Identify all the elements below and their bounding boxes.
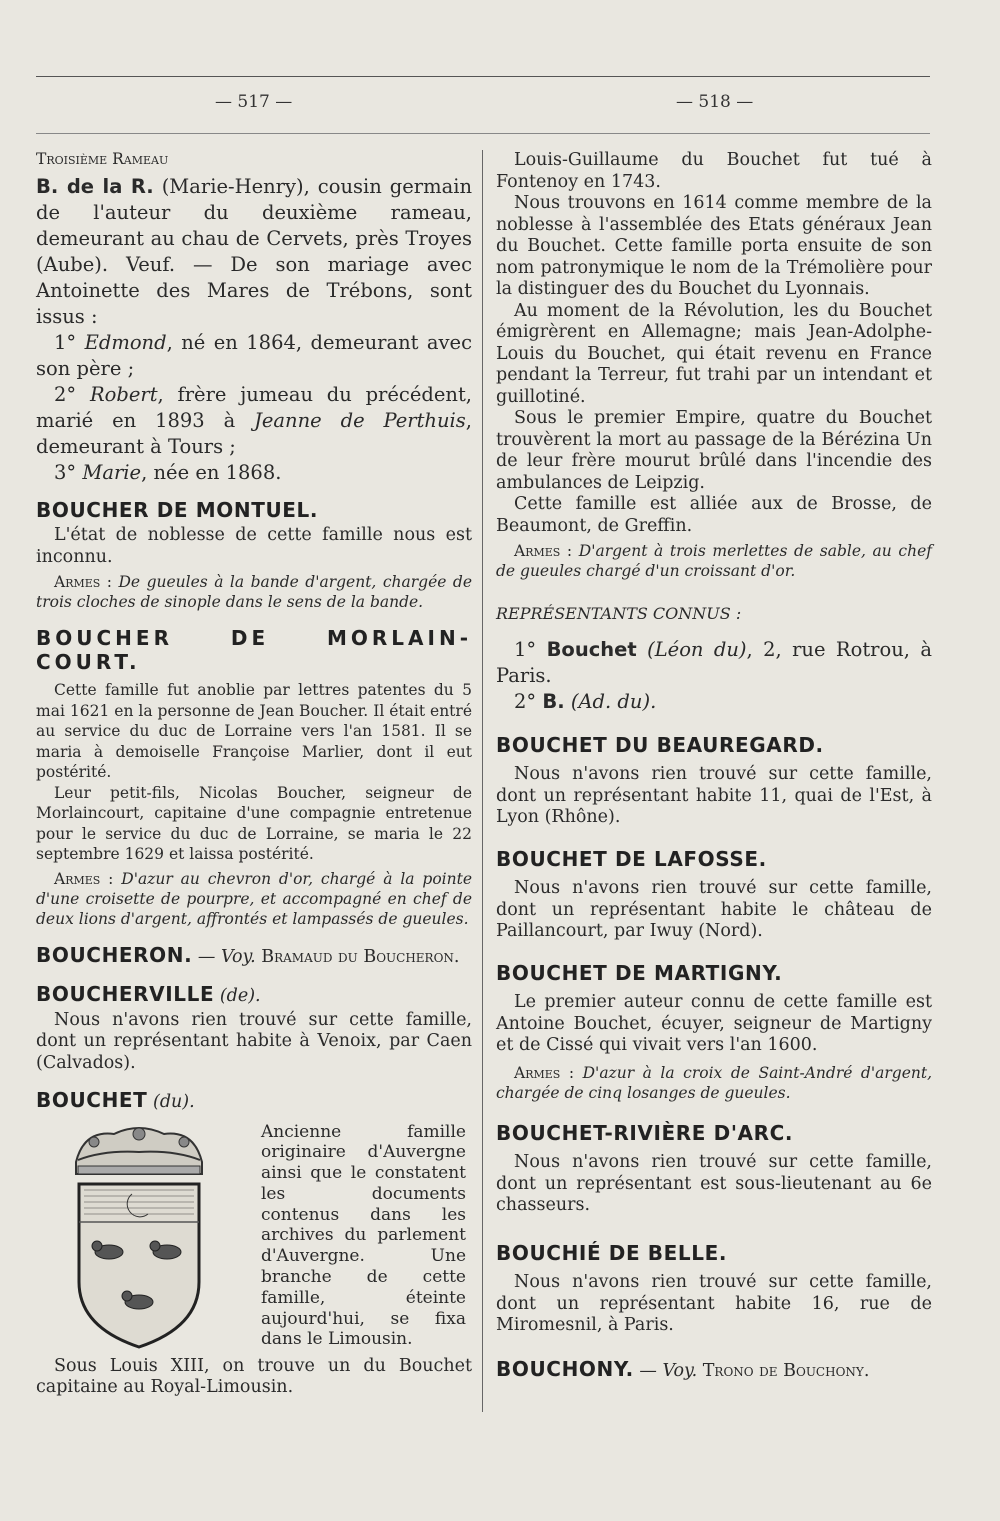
bouchet-text: Ancienne famille originaire d'Auvergne ainsi que le constatent les documents contenus dans les archives du parlement d'Auvergne. Une branche de cette famille, éteinte aujourd'hui, se fixa dans le Limousin.	[261, 1121, 466, 1350]
entry-belle-head: BOUCHIÉ DE BELLE.	[496, 1240, 728, 1265]
bouchet-block	[36, 1122, 472, 1354]
bouchet-du: (du).	[153, 1092, 195, 1112]
entry-bouchony	[496, 1356, 932, 1383]
rep-1-addr: , 2, rue Rotrou, à Paris.	[496, 637, 932, 687]
morlaincourt-arms-text: D'azur au chevron d'or, chargé à la pointe d'une croisette de pourpre, et accompagné en chef de deux lions d'argent, affrontés et lampassés de gueules.	[36, 869, 472, 928]
entry-boucherville-head: BOUCHERVILLE	[36, 982, 215, 1006]
rep-2-given: (Ad. du).	[570, 689, 657, 713]
entry-beauregard-head: BOUCHET DU BEAUREGARD.	[496, 732, 824, 757]
entry-bdr-head: B. de la R.	[36, 174, 154, 198]
right-p5: Cette famille est alliée aux de Brosse, de Beaumont, de Greffin.	[496, 494, 932, 536]
rep-2-name: B.	[542, 689, 565, 713]
right-arms-text: D'argent à trois merlettes de sable, au chef de gueules chargé d'un croissant d'or.	[496, 542, 932, 580]
right-column	[496, 150, 932, 1382]
page-number-right: — 518 —	[676, 92, 754, 112]
right-p3: Au moment de la Révolution, les du Bouchet émigrèrent en Allemagne; mais Jean-Adolphe-Louis du Bouchet, qui était revenu en France pendant la Terreur, fut trahi par un intendant et guillotiné.	[496, 300, 932, 407]
entry-bouchony-head: BOUCHONY.	[496, 1356, 634, 1381]
child-3	[36, 460, 472, 486]
rep-1-given: (Léon du)	[647, 637, 747, 661]
entry-martigny-arms	[496, 1063, 932, 1103]
representants-heading: REPRÉSENTANTS CONNUS :	[496, 604, 742, 623]
rep-1-name: Bouchet	[546, 637, 637, 661]
column-divider	[482, 150, 483, 1412]
entry-arc-body: Nous n'avons rien trouvé sur cette famille, dont un représentant est sous-lieutenant au 6e chasseurs.	[496, 1152, 932, 1215]
rep-2	[496, 689, 932, 715]
bouchony-ref: Trono de Bouchony.	[702, 1360, 870, 1381]
entry-bouchet-title	[36, 1090, 472, 1114]
child-2-num: 2°	[54, 382, 77, 406]
page-number-left: — 517 —	[215, 92, 293, 112]
left-column	[36, 150, 472, 1399]
entry-montuel-arms	[36, 572, 472, 612]
entry-lafosse-head: BOUCHET DE LAFOSSE.	[496, 846, 767, 871]
rep-1	[496, 637, 932, 689]
child-2-spouse: Jeanne de Perthuis	[254, 408, 466, 432]
boucheron-voy: — Voy.	[197, 946, 256, 967]
entry-arc-head: BOUCHET-RIVIÈRE D'ARC.	[496, 1120, 794, 1145]
entry-montuel-body: L'état de noblesse de cette famille nous est inconnu.	[36, 525, 472, 567]
entry-bdr-body: (Marie-Henry), cousin germain de l'auteur du deuxième rameau, demeurant au chau de Cervets, près Troyes (Aube). Veuf. — De son mariage avec Antoinette des Mares de Trébons, sont issus :	[36, 174, 473, 328]
coat-of-arms-image	[64, 1122, 214, 1352]
child-2	[36, 382, 472, 460]
martigny-arms-text: D'azur à la croix de Saint-André d'argent, chargée de cinq losanges de gueules.	[496, 1063, 932, 1102]
entry-boucherville-title	[36, 984, 472, 1008]
top-rule	[36, 76, 930, 77]
entry-morlaincourt-head: BOUCHER DE MORLAIN-COURT.	[36, 626, 472, 674]
right-p2: Nous trouvons en 1614 comme membre de la noblesse à l'assemblée des Etats généraux Jean du Bouchet. Cette famille porta ensuite de son nom patronymique le nom de la Trémolière pour la distinguer des du Bouchet du Lyonnais.	[496, 193, 932, 299]
morlaincourt-arms-label: Armes :	[54, 869, 114, 888]
section-heading-troisieme: Troisième Rameau	[36, 150, 169, 168]
entry-belle-body: Nous n'avons rien trouvé sur cette famille, dont un représentant habite 16, rue de Miromesnil, à Paris.	[496, 1272, 932, 1335]
entry-bouchet-head: BOUCHET	[36, 1088, 148, 1112]
child-2-text1: , frère jumeau du précédent, marié en 1893 à	[36, 382, 473, 432]
child-1-text: , né en 1864, demeurant avec son père ;	[36, 330, 473, 380]
martigny-arms-label: Armes :	[514, 1063, 575, 1082]
entry-martigny-body: Le premier auteur connu de cette famille est Antoine Bouchet, écuyer, seigneur de Martigny et de Cissé qui vivait vers l'an 1600.	[496, 992, 932, 1055]
rep-2-num: 2°	[514, 689, 537, 713]
child-3-name: Marie	[82, 460, 142, 484]
child-3-num: 3°	[54, 460, 77, 484]
boucheron-ref: Bramaud du Boucheron.	[261, 946, 460, 967]
entry-boucheron-head: BOUCHERON.	[36, 942, 193, 967]
entry-lafosse-body: Nous n'avons rien trouvé sur cette famille, dont un représentant habite le château de Paillancourt, par Iwuy (Nord).	[496, 878, 932, 941]
entry-boucherville-body: Nous n'avons rien trouvé sur cette famille, dont un représentant habite à Venoix, par Caen (Calvados).	[36, 1009, 472, 1073]
right-arms-label: Armes :	[514, 542, 573, 560]
entry-morlaincourt-p2: Leur petit-fils, Nicolas Boucher, seigneur de Morlaincourt, capitaine d'une compagnie entretenue pour le service du duc de Lorraine, se maria le 22 septembre 1629 et laissa postérité.	[36, 783, 472, 863]
montuel-arms-label: Armes :	[54, 573, 113, 591]
rep-1-num: 1°	[514, 637, 537, 661]
entry-montuel-head: BOUCHER DE MONTUEL.	[36, 497, 319, 522]
child-1-name: Edmond	[84, 330, 167, 354]
right-p4: Sous le premier Empire, quatre du Bouchet trouvèrent la mort au passage de la Bérézina Un de leur frère mourut brûlé dans l'incendie des ambulances de Leipzig.	[496, 408, 932, 493]
header-rule	[36, 133, 930, 134]
entry-bdr	[36, 174, 472, 330]
child-2-name: Robert	[89, 382, 158, 406]
child-2-text2: , demeurant à Tours ;	[36, 408, 472, 458]
bouchony-voy: — Voy.	[639, 1360, 698, 1381]
entry-beauregard-body: Nous n'avons rien trouvé sur cette famille, dont un représentant habite 11, quai de l'Est, à Lyon (Rhône).	[496, 764, 932, 827]
right-arms	[496, 541, 932, 581]
entry-boucheron	[36, 942, 472, 969]
montuel-arms-text: De gueules à la bande d'argent, chargée de trois cloches de sinople dans le sens de la bande.	[36, 573, 472, 611]
child-3-text: , née en 1868.	[141, 460, 282, 484]
entry-morlaincourt-arms	[36, 869, 472, 929]
bouchet-text-2: Sous Louis XIII, on trouve un du Bouchet capitaine au Royal-Limousin.	[36, 1355, 472, 1397]
child-1	[36, 330, 472, 382]
right-p1: Louis-Guillaume du Bouchet fut tué à Fontenoy en 1743.	[496, 150, 932, 192]
entry-martigny-head: BOUCHET DE MARTIGNY.	[496, 960, 783, 985]
entry-morlaincourt-p1: Cette famille fut anoblie par lettres patentes du 5 mai 1621 en la personne de Jean Boucher. Il était entré au service du duc de Lorraine vers l'an 1581. Il se maria à demoiselle Françoise Marlier, dont il eut postérité.	[36, 681, 472, 781]
boucherville-de: (de).	[219, 986, 261, 1006]
child-1-num: 1°	[54, 330, 77, 354]
